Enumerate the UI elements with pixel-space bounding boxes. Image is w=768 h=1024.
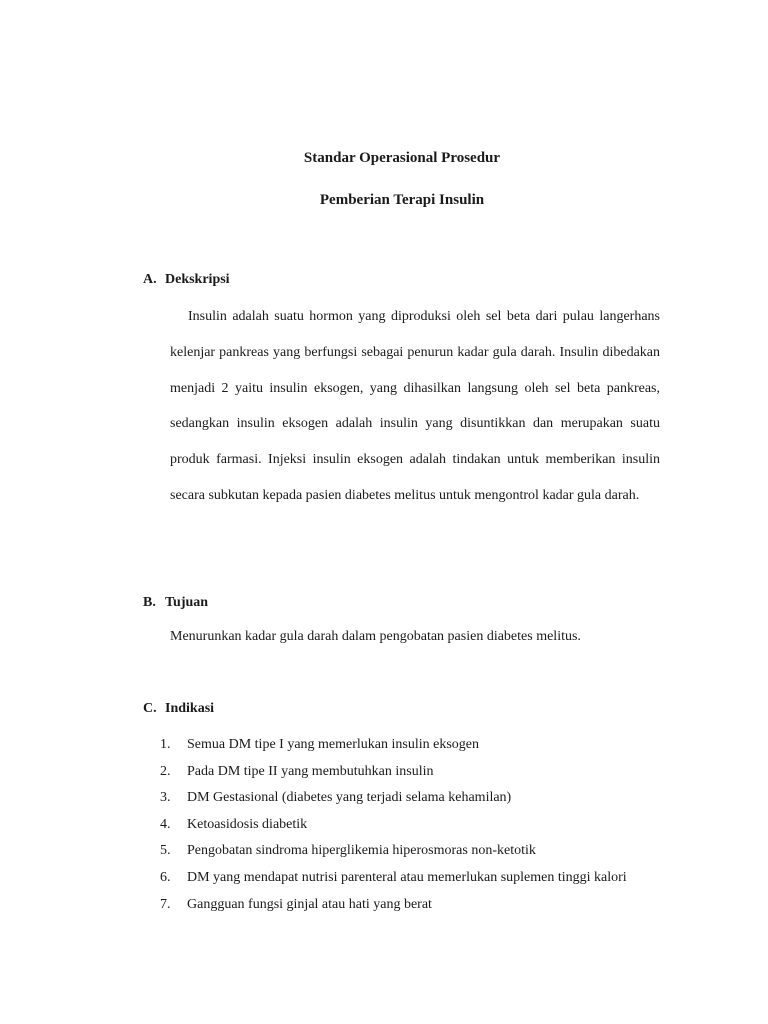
list-item-number: 4.: [160, 816, 171, 832]
list-item-number: 1.: [160, 737, 171, 752]
list-item-text: Ketoasidosis diabetik: [187, 816, 308, 832]
purpose-paragraph: Menurunkan kadar gula darah dalam pengobatan pasien diabetes melitus.: [170, 629, 581, 644]
list-item-number: 7.: [160, 896, 171, 912]
list-item-number: 6.: [160, 869, 171, 885]
indications-list: [160, 736, 627, 922]
list-item-text: DM Gestasional (diabetes yang terjadi selama kehamilan): [187, 790, 512, 806]
section-title: Indikasi: [165, 701, 215, 716]
list-item: [160, 869, 627, 896]
section-title: Tujuan: [165, 595, 209, 610]
description-paragraph: Insulin adalah suatu hormon yang diproduksi oleh sel beta dari pulau langerhans kelenjar pankreas yang berfungsi sebagai penurun kadar gula darah. Insulin dibedakan menjadi 2 yaitu insulin eksogen, yang dihasilkan langsung oleh sel beta pankreas, sedangkan insulin eksogen adalah insulin yang disuntikkan dan merupakan suatu produk farmasi. Injeksi insulin eksogen adalah tindakan untuk memberikan insulin secara subkutan kepada pasien diabetes melitus untuk mengontrol kadar gula darah.: [170, 309, 660, 503]
section-heading-description: [143, 271, 230, 289]
list-item: [160, 896, 627, 923]
section-letter: A.: [143, 272, 157, 287]
section-letter: C.: [143, 701, 157, 716]
list-item-text: Gangguan fungsi ginjal atau hati yang berat: [187, 896, 432, 912]
section-title: Dekskripsi: [165, 272, 230, 287]
section-letter: B.: [143, 595, 156, 610]
list-item-number: 5.: [160, 843, 171, 859]
list-item-text: Semua DM tipe I yang memerlukan insulin eksogen: [187, 737, 479, 752]
list-item-text: Pengobatan sindroma hiperglikemia hiperosmoras non-ketotik: [187, 843, 536, 859]
list-item-text: Pada DM tipe II yang membutuhkan insulin: [187, 763, 434, 779]
list-item-text: DM yang mendapat nutrisi parenteral atau memerlukan suplemen tinggi kalori: [187, 869, 627, 885]
section-heading-purpose: [143, 594, 208, 612]
document-subtitle: Pemberian Terapi Insulin: [319, 192, 485, 208]
list-item: [160, 763, 627, 790]
list-item-number: 2.: [160, 763, 171, 779]
list-item: [160, 789, 627, 816]
section-heading-indications: [143, 700, 214, 718]
document-title: Standar Operasional Prosedur: [303, 150, 501, 166]
list-item: [160, 816, 627, 843]
list-item-number: 3.: [160, 790, 171, 806]
list-item: [160, 842, 627, 869]
list-item: [160, 736, 627, 763]
